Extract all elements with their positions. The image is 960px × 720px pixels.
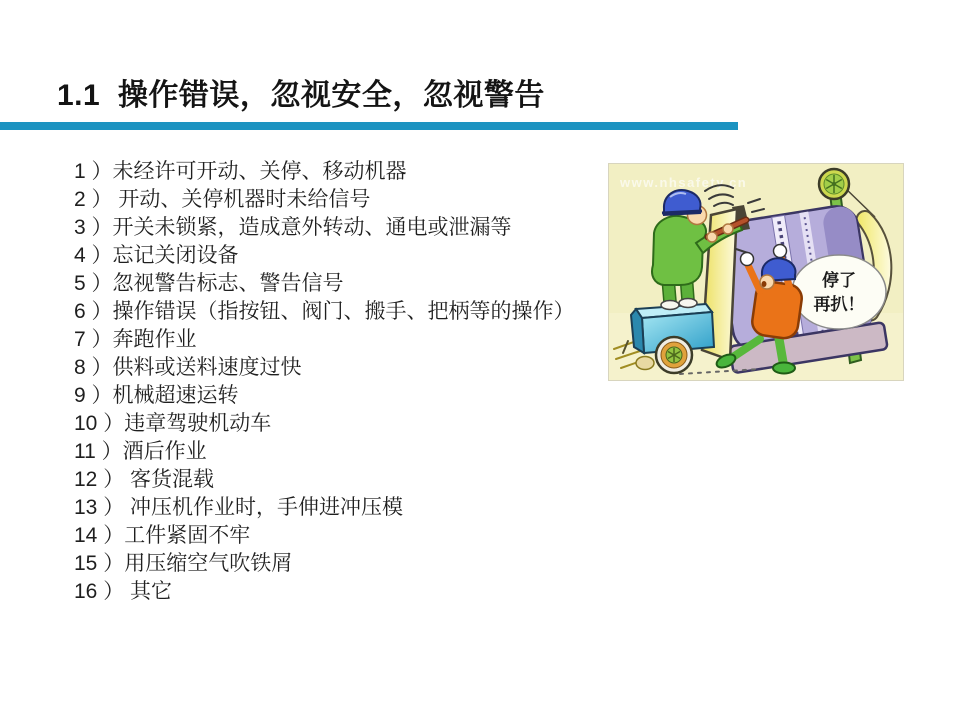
list-item: 13 ） 冲压机作业时，手伸进冲压模 — [74, 496, 404, 519]
list-item: 8 ）供料或送料速度过快 — [74, 356, 302, 379]
list-item: 10 ）违章驾驶机动车 — [74, 412, 272, 435]
page-title: 1.1 操作错误，忽视安全，忽视警告 — [57, 79, 545, 112]
list-item: 3 ）开关未锁紧，造成意外转动、通电或泄漏等 — [74, 216, 512, 239]
list-item: 14 ）工件紧固不牢 — [74, 524, 251, 547]
list-item: 9 ）机械超速运转 — [74, 384, 239, 407]
list-item: 11 ）酒后作业 — [74, 440, 207, 463]
list-item: 7 ）奔跑作业 — [74, 328, 197, 351]
raised-hand — [774, 245, 787, 258]
raised-hand — [741, 253, 754, 266]
safety-cartoon — [608, 163, 904, 381]
safety-cartoon-image — [608, 163, 904, 381]
worker-face — [760, 275, 774, 289]
speech-bubble-line1: 停了 — [822, 271, 856, 290]
list-item: 16 ） 其它 — [74, 580, 173, 603]
list-item: 1 ）未经许可开动、关停、移动机器 — [74, 160, 407, 183]
hazard-list — [74, 158, 575, 606]
list-item: 5 ）忽视警告标志、警告信号 — [74, 272, 344, 295]
speech-bubble — [792, 255, 886, 329]
speech-bubble-line2: 再扒！ — [813, 295, 865, 314]
list-item: 4 ）忘记关闭设备 — [74, 244, 239, 267]
title-divider — [0, 122, 738, 130]
list-item: 6 ）操作错误（指按钮、阀门、搬手、把柄等的操作） — [74, 300, 575, 323]
list-item: 2 ） 开动、关停机器时未给信号 — [74, 188, 371, 211]
list-item: 12 ） 客货混载 — [74, 468, 215, 491]
list-item: 15 ）用压缩空气吹铁屑 — [74, 552, 293, 575]
watermark-text: www.nhsafety.cn — [620, 175, 748, 190]
